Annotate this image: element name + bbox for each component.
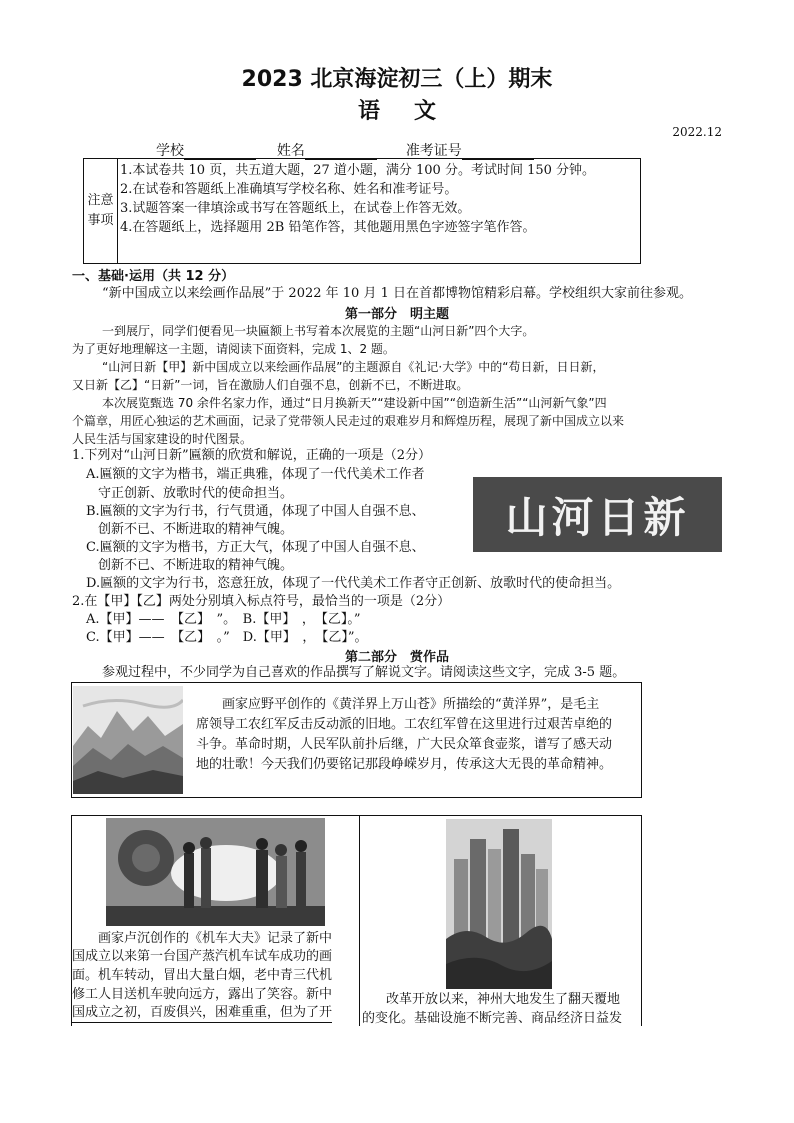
notice-box [83, 158, 641, 264]
part1-title: 第一部分 明主题 [344, 307, 449, 322]
page-title: 2023 北京海淀初三（上）期末 [241, 67, 553, 92]
locomotive-painting-image [106, 818, 325, 926]
box2-left-text: 画家卢沉创作的《机车大夫》记录了新中 [98, 931, 333, 946]
box2-right-text: 改革开放以来，神州大地发生了翻天覆地 [386, 992, 621, 1007]
q1-option-b-cont: 创新不已、不断进取的精神气魄。 [98, 522, 294, 537]
q1-option-a-cont: 守正创新、放歌时代的使命担当。 [98, 486, 294, 501]
q1-stem: 1.下列对“山河日新”匾额的欣赏和解说，正确的一项是（2分） [72, 448, 431, 463]
box1-text: 画家应野平创作的《黄洋界上万山苍》所描绘的“黄洋界”，是毛主 [222, 697, 600, 712]
q2-options-row1: A.【甲】—— 【乙】 ”。 B.【甲】 ， 【乙】。” [86, 612, 361, 627]
notice-label: 注意 事项 [84, 159, 118, 263]
box2-right-text: 的变化。基础设施不断完善、商品经济日益发 [362, 1011, 623, 1026]
box1-text: 席领导工农红军反击反动派的旧地。工农红军曾在这里进行过艰苦卓绝的 [196, 717, 613, 732]
box2-left-text: 修工人目送机车驶向远方，露出了笑容。新中 [72, 987, 333, 1002]
part2-title: 第二部分 赏作品 [344, 650, 449, 665]
box1-text: 斗争。革命时期，人民军队前扑后继，广大民众箪食壶浆，谱写了感天动 [196, 737, 613, 752]
school-label: 学校 [156, 143, 184, 159]
mountain-painting-image [73, 686, 183, 794]
plaque-text: 山河日新 [505, 493, 690, 542]
part2-intro: 参观过程中，不少同学为自己喜欢的作品撰写了解说文字。请阅读这些文字，完成 3-5 题。 [102, 665, 626, 680]
candidate-fields [156, 140, 534, 160]
notice-item: 2.在试卷和答题纸上准确填写学校名称、姓名和准考证号。 [120, 182, 458, 197]
name-label: 姓名 [276, 143, 305, 159]
subject-title: 语文 [357, 99, 470, 124]
box2-left-text: 面。机车转动，冒出大量白烟，老中青三代机 [72, 968, 333, 983]
q1-option-a: A.匾额的文字为楷书，端正典雅，体现了一代代美术工作者 [86, 467, 425, 482]
material-line: “山河日新【甲】新中国成立以来绘画作品展”的主题源自《礼记·大学》中的“苟日新，日日新， [102, 360, 605, 374]
q2-options-row2: C.【甲】—— 【乙】 。” D.【甲】 ， 【乙】”。 [86, 630, 368, 645]
section-intro: “新中国成立以来绘画作品展”于 2022 年 10 月 1 日在首都博物馆精彩启幕。学校组织大家前往参观。 [102, 286, 692, 301]
q1-option-b: B.匾额的文字为行书，行气贯通，体现了中国人自强不息、 [86, 504, 425, 519]
box1-text: 地的壮歌！今天我们仍要铭记那段峥嵘岁月，传承这大无畏的革命精神。 [196, 757, 613, 772]
material-line: 本次展览甄选 70 余件名家力作，通过“日月换新天”“建设新中国”“创造新生活”“山河新气象”四 [102, 396, 607, 410]
q1-option-c: C.匾额的文字为楷书，方正大气，体现了中国人自强不息、 [86, 540, 425, 555]
exam-date: 2022.12 [672, 125, 722, 139]
notice-item: 3.试题答案一律填涂或书写在答题纸上，在试卷上作答无效。 [120, 201, 471, 216]
notice-item: 4.在答题纸上，选择题用 2B 铅笔作答，其他题用黑色字迹签字笔作答。 [120, 220, 536, 235]
material-line: 又日新【乙】“日新”一词，旨在激励人们自强不息，创新不已，不断进取。 [72, 378, 469, 392]
plaque-image [473, 477, 722, 552]
q1-option-d: D.匾额的文字为行书，恣意狂放，体现了一代代美术工作者守正创新、放歌时代的使命担当。 [86, 576, 621, 591]
section-heading: 一、基础·运用（共 12 分） [72, 269, 235, 284]
box2-left-text-underlined: 国成立之初，百废俱兴，困难重重，但为了开 [72, 1003, 332, 1023]
material-line: 人民生活与国家建设的时代图景。 [72, 432, 253, 446]
material-line: 为了更好地理解这一主题，请阅读下面资料，完成 1、2 题。 [72, 342, 395, 356]
id-label: 准考证号 [405, 143, 462, 159]
q1-option-c-cont: 创新不已、不断进取的精神气魄。 [98, 558, 294, 573]
q2-stem: 2.在【甲】【乙】两处分别填入标点符号，最恰当的一项是（2分） [72, 594, 451, 609]
artwork-box-2 [71, 815, 642, 1026]
notice-item: 1.本试卷共 10 页，共五道大题，27 道小题，满分 100 分。考试时间 150 分钟。 [120, 163, 596, 178]
artwork-box-1 [71, 682, 642, 798]
city-painting-image [446, 819, 552, 989]
box2-left-text: 国成立以来第一台国产蒸汽机车试车成功的画 [72, 949, 333, 964]
material-line: 一到展厅，同学们便看见一块匾额上书写着本次展览的主题“山河日新”四个大字。 [102, 324, 535, 338]
material-line: 个篇章，用匠心独运的艺术画面，记录了党带领人民走过的艰难岁月和辉煌历程，展现了新中国成立以来 [72, 414, 625, 428]
